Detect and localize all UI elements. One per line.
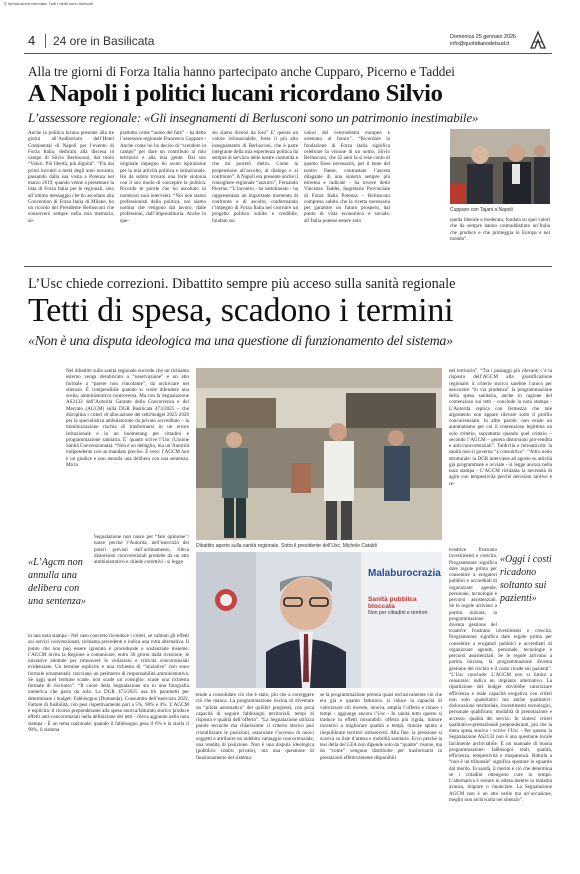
header-date: Domenica 25 gennaio 2026 (450, 34, 516, 40)
article2-col4-top: nel territorio”. “Tra i passaggi più rilevanti c’è la risposta dell’AGCM alla giustificazione regionale: il criterio storico sarebbe l’unico per assicurare “in via prudenza” la programmazione della spesa sanitaria, anche in ragione del contenzioso sui tetti - conclude la nota stampa - L’Autorità replica con fermezza che tale argomento non appare rilevare sotto il profilo concorrenziale. In altre parole: non esiste un automatismo per cui il contenzioso legittima un solo criterio, soprattutto quando quel criterio – secondo l’AGCM – genera distorsioni pro-rendita e anti-concorrenziali”. Tardività e retroattività: la sanità non si governa “a consuntivo”. “Altro nodo strutturale: la DGR interviene ad agosto su attività già programmate e avviate - si legge ancora nella nota stampa - L’AGCM richiama la necessità di agire con tempestività perché decisioni tardive e re- (449, 368, 552, 487)
banner-text-cittadini: Non per cittadini e territori (368, 610, 428, 616)
article1-col2: prattutto come “uomo del fare” – ha detto l’assessore regionale Francesco Cupparo - Anche come lui ho deciso di “scendere in campo” per dare un contributo al mio territorio e alla mia gente. Dal suo originale impegno ho avuto ispirazione per la mia attività politica e istituzionale. Ho da subito trovato una forte sintonia con il suo modo di concepire la politica. Ricordo le parole che ho ascoltato in numerosi suoi interventi: “Noi non siamo professionisti della politica, noi siamo uomini che vengono dal lavoro, dalle professioni, dall’imprenditoria. Anche io que- (120, 130, 206, 224)
article1-col4: valori del centrodestra europeo e orientato al futuro”. “Ricordare la fondazione di Forza Italia significa celebrare la visione di un uomo, Silvio Berlusconi, che 32 anni fa si rese conto di quanto fosse necessario, per il bene del nostro Paese, contrastare l’ascesa dilagante di una sinistra sempre più estrema e radicale - ha invece detto Vincenzo Taddei, Segretario Provinciale di Forza Italia Potenza – Berlusconi compreso subito che la ricetta necessaria per garantire un futuro prospero, dal punto di vista economico e sociale, all’Italia potesse essere solo (304, 130, 390, 224)
article2-subhead: «Non è una disputa ideologica ma una questione di funzionamento del sistema» (28, 334, 453, 349)
article2-photo-caption: Dibattito aperto sulla sanità regionale. Sotto il presidente dell’Usc, Michele Cataldi (196, 543, 377, 549)
article1-photo-caption: Cupparo con Tajani a Napoli (450, 207, 513, 213)
newspaper-logo (528, 30, 548, 50)
article1-col1: Anche la politica lucana presente alla tre giorni all’Auditorium dell’Hotel Continental di Napoli per l’evento di Forza Italia, dedicato alla discesa in campo di Silvio Berlusconi, dal titolo “Valori. Più libertà, più dignità”. “Fin dai primi incontri a metà degli anni novanta, passando dalla sua visita a Potenza nel marzo 2019, quando venne a presentare la lista di Forza Italia per le regionali, sino all’ultimo messaggio che ho ascoltato alla Convention di Forza Italia di Milano, ho un ricordo del Presidente Berlusconi che conserverò sempre nella mia memoria, so- (28, 130, 114, 224)
usc-president-photo (196, 552, 442, 688)
pullquote-left: «L’Agcm non annulla una delibera con una sentenza» (28, 557, 87, 607)
article1-subhead: L’assessore regionale: «Gli insegnamenti di Berlusconi sono un patrimonio inestimabile» (28, 110, 479, 125)
article1-col3: sto siamo diversi da loro” E’ questo un valore irrinunciabile, forse il più alto insegnamento di Berlusconi, che è parte integrante della mia esperienza politica da sempre al servizio delle nostre comunità e che mi porterò dietro. Come la propensione all’ascolto, al dialogo e al confronto”. A Napoli era presente anche il consigliere regionale “azzurro”, Fernando Picerno. “L’incontro - ha sottolineato - ha rappresentato un importante momento di confronto e di ascolto, confermando l’impegno di Forza Italia nel costruire un progetto politico solido e credibile, fondato sui (212, 130, 298, 224)
copyright-notice: © riproduzione riservata. Tutti i diritti sono riservati (4, 1, 93, 6)
article2-col2: tende a consolidare ciò che è stato, più che a correggere ciò che manca. La programmazione rischia di diventare un “pilota automatico” dei quilibri pregressi, con poca capacità di seguire fabbisogni territoriali, tempi di risposta e qualità dell’offerta”. “La Segnalazione utilizza parole tecniche ma chiarissime: il criterio storico può cristallizzare le posizioni, ostacolare l’accesso di nuovi soggetti e attribuire un indebito vantaggio concorrenziale, una rendita di posizione. Non è una disputa ideologica (pubblico contro privato), ma una questione di funzionamento del sistema: (196, 692, 314, 761)
page-number: 4 (28, 33, 36, 48)
article2-col1-top: Nel dibattito sulla sanità regionale succede che un richiamo esterno venga derubricato a “osservazione” e un atto formale a “parere non vincolante”, da archiviare nel silenzio. È compensibile quando si vuole difendere una scelta, amministrativa controversa. Ma con la Segnalazione AS2133 dell’Autorità Garante della Concorrenza e del Mercato (AGCM) sulla DGR Basilicata 473/2025 – che disciplina i criteri di allocazione dei tetti/budget 2025-2026 per la specialistica ambulatoriale da privato accreditato – la minimizzazione rischia di trasformarsi in un errore istituzionale e in un boomerang per cittadini e programmazione sanitaria. E’ quanto scrive l’Usc (Unione Sanità Convenzionata). “Non è un dettaglio, ma un’Autorità indipendente con un mandato preciso. È vero: l’AGCM non è un giudice e non annulla una delibera con una sentenza. Ma la (66, 368, 189, 468)
article1-headline: A Napoli i politici lucani ricordano Silvio (28, 80, 443, 107)
article-separator (24, 266, 552, 267)
article2-kicker: L’Usc chiede correzioni. Dibattito sempre più acceso sulla sanità regionale (28, 276, 456, 292)
health-debate-photo (196, 368, 442, 540)
header-divider-small (45, 34, 46, 48)
banner-text-malaburocrazia: Malaburocrazia (368, 568, 441, 579)
article2-col4-tail: troattive frustrano investimenti e crescita. Programmare significa dare regole prima per consentire a erogatori pubblici e accreditati di organizzare agende, personale, tecnologie e percorsi assistenziali. Se le regole arrivano a partita iniziata, la programmazione diventa gestione del rischio e il costo ricade sui pazienti”. “L’Usc conclude: L’AGCM non si limita a censurare: indica un impianto alternativo. La ripartizione dei budget dovrebbe valorizzare efficienza e reale capacità erogativa con criteri non solo quantitativi ma anche qualitativi: dislocazione territoriale, investimenti tecnologici, personale qualificato, modalità di prenotazione e accesso, qualità dei servizi. In sintesi: criteri qualitativo-prestazionali preponderanti, più che la mera spesa storica - scrive l’Usc - Per questo la Segnalazione AS2133 non è una questione locale facilmente archiviabile. È un manuale di buona programmazione: fabbisogni reali, qualità, efficienza, tempestività e trasparenza. Ridurla a “non è un tribunale” significa spostare lo sguardo dal merito. In sanità, il merito è ciò che determina se i cittadini ottengono cure in tempo. L’alternativa è restare in attesa mentre la malattia avanza, migrare o rinunciare. La Segnalazione AGCM non è un atto ostile ma un’occasione, meglio non archiviarla nel silenzio”. (449, 628, 552, 803)
article2-col1-bottom: in una nota stampa - Nel caso concreto riconduce i criteri, se valutati gli effetti sui servizi convenzionati, richiama precedenti e indica una rotta alternativa. Il punto che non può essere ignorato è procedurale e sostanziale insieme: l’AGCM invita la Regione a comunicare, entro 30 giorni dalla ricezione, le iniziative adottate per rimuovere le violazioni e criticità concorrenziali evidenziate. Un termine esplicito e una richiesta di “iniziative” non sono formule ornamentali: tracciano un perimetro di responsabilità amministrativa. Se oggi quel termine scade, non scade un consiglio: scade una richiesta formale di riscontro”. “Il cuore della Segnalazione sta in una fotografia numerica che parla da sola. La DGR 473/2025 usa tre parametri per determinare i budget: Fabbisogno (Domanda), Consumito dell’esercizio 2022, Fattore di fusibilità, con pesi rispettivamente pari a 5%, 90% e 4%. L’AGCM è esplicita: il ricorso preponderante alla spesa storica/fatturato storico produce effetti anti-concorrenziali nella definizione dei tetti - rileva aggiunte nella nota stampa - È un tema nazionale: quando il fabbisogno pesa il 6% e la storia il 90%, il sistema (28, 633, 189, 733)
cupparo-tajani-photo (450, 129, 550, 204)
article2-col4-bottom: troattive frustrano investimenti e crescita. Programmare significa dare regole prima per consentire a erogatori pubblici e accreditati di organizzare agende, personale, tecnologie e percorsi assistenziali. Se le regole arrivano a partita iniziata, la programmazione diventa gestione del (449, 547, 497, 627)
article2-headline: Tetti di spesa, scadono i termini (28, 292, 454, 329)
article1-col5: quella liberale e moderata, fondata su quei valori che da sempre hanno contraddistinto un’Italia che produce e che primeggia in Europa e nel mondo”. (450, 217, 550, 242)
article1-kicker: Alla tre giorni di Forza Italia hanno partecipato anche Cupparo, Picerno e Taddei (28, 64, 455, 79)
article2-col3: se la programmazione premia quasi esclusivamente ciò che era già e quanto fatturava, si riduce la capacità di valorizzare chi investe, innova, amplia l’offerta e riduce i tempi - aggiunge ancora l’Usc - In sanità tutto questo si traduce in effetti misurabili: offerta più rigida, minore incentivi a migliorare qualità e tempi, minore spinta a riequilibrare territori sottoserviti. Alla fine, la pressione si scarica su liste d’attesa e mobilità sanitaria. Ecco perché la tesi della del LEA non dipende solo da “quante” risorse, ma da “come” vengono distribuite per trasformarsi in prestazioni effettivamente disponibili (320, 692, 442, 761)
banner-text-sanita: Sanità pubblica bloccata (368, 596, 417, 610)
article2-col1-mid: Segnalazione non nasce per “fare opinione”: nasce perché l’Autorità, nell’esercizio dei poteri previsti dall’ordinamento, rileva distorsioni concorrenziali prodotte da un atto amministrativo e chiede correttivi - si legge (94, 534, 189, 565)
pullquote-right: «Oggi i costi ricadono soltanto sui pazienti» (500, 554, 552, 604)
header-email: info@quotidianodelsud.it (450, 41, 510, 47)
section-title: 24 ore in Basilicata (53, 34, 155, 48)
header-rule (24, 53, 552, 54)
